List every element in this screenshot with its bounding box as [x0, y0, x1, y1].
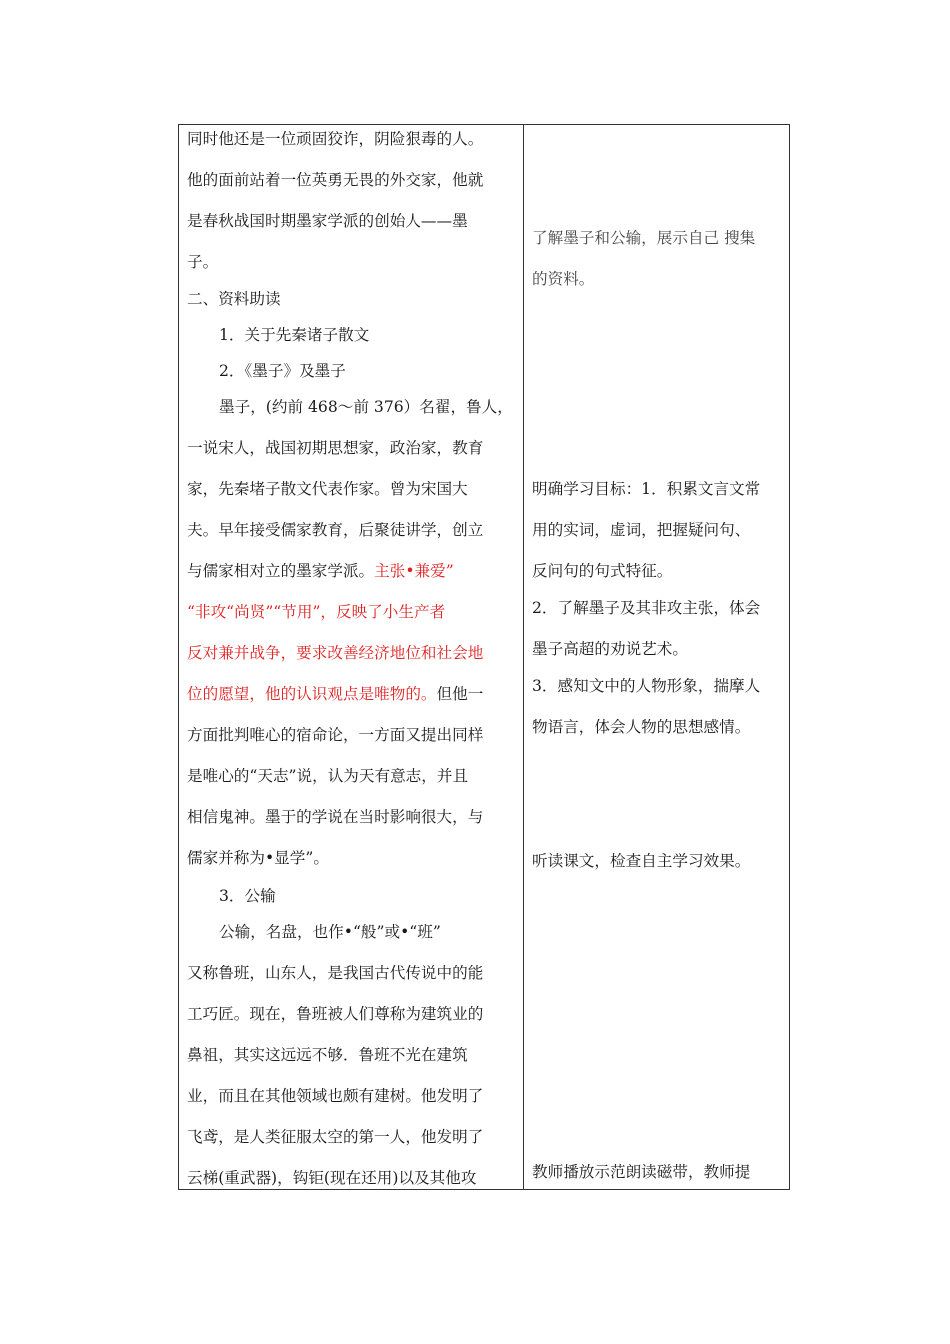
text-line: 鼻祖，其实这远远不够．鲁班不光在建筑	[187, 1046, 468, 1064]
text-line: 又称鲁班，山东人，是我国古代传说中的能	[187, 964, 484, 982]
text-line	[187, 561, 454, 581]
text-line: 工巧匠。现在，鲁班被人们尊称为建筑业的	[187, 1005, 484, 1023]
subheading: 2．《墨子》及墨子	[219, 362, 346, 380]
text-line: 云梯(重武器)，钩钜(现在还用)以及其他攻	[187, 1169, 477, 1187]
activity-column	[524, 125, 789, 1189]
subheading: 3．公输	[219, 887, 276, 905]
highlighted-text: 反对兼并战争，要求改善经济地位和社会地	[187, 644, 484, 662]
text-line: 方面批判唯心的宿命论，一方面又提出同样	[187, 726, 484, 744]
text-line: 同时他还是一位顽固狡诈，阴险狠毒的人。	[187, 130, 484, 148]
learning-goals: 明确学习目标：1．积累文言文常	[532, 480, 761, 498]
learning-goals: 反问句的句式特征。	[532, 562, 673, 580]
text-line: 业，而且在其他领域也颇有建树。他发明了	[187, 1087, 484, 1105]
text-line: 墨子，(约前 468～前 376）名翟，鲁人，	[219, 398, 513, 416]
learning-goals: 3．感知文中的人物形象，揣摩人	[532, 677, 761, 695]
learning-goals: 物语言，体会人物的思想感情。	[532, 718, 751, 736]
text-line: 子。	[187, 253, 219, 271]
activity-text: 了解墨子和公输，展示自己 搜集	[532, 229, 756, 247]
activity-text: 教师播放示范朗读磁带，教师提	[532, 1163, 751, 1181]
text-line: 公输，名盘，也作•“般”或•“班”	[219, 923, 441, 941]
section-heading: 二、资料助读	[187, 290, 281, 308]
highlighted-text: “非攻“尚贤”“节用”，反映了小生产者	[187, 603, 446, 621]
learning-goals: 用的实词，虚词，把握疑问句、	[532, 521, 751, 539]
text-line: 他的面前站着一位英勇无畏的外交家，他就	[187, 171, 484, 189]
learning-goals: 2．了解墨子及其非攻主张，体会	[532, 599, 761, 617]
text-line: 家，先秦堵子散文代表作家。曾为宋国大	[187, 480, 468, 498]
text-line: 是唯心的“天志”说，认为天有意志，并且	[187, 767, 469, 785]
text-line: 是春秋战国时期墨家学派的创始人——墨	[187, 212, 468, 230]
text-line: 一说宋人，战国初期思想家，政治家，教育	[187, 439, 484, 457]
highlighted-text: 主张•兼爱”	[374, 562, 454, 580]
text-segment: 与儒家相对立的墨家学派。	[187, 562, 375, 580]
activity-text: 听读课文，检查自主学习效果。	[532, 852, 751, 870]
text-line	[187, 684, 483, 704]
text-line: 飞鸢，是人类征服太空的第一人，他发明了	[187, 1128, 484, 1146]
content-column	[179, 125, 523, 1189]
text-segment: 但他一	[436, 685, 484, 703]
text-line: 夫。早年接受儒家教育，后聚徒讲学，创立	[187, 521, 484, 539]
activity-text: 的资料。	[532, 270, 595, 288]
highlighted-text: 位的愿望，他的认识观点是唯物的。	[187, 685, 437, 703]
text-line: 相信鬼神。墨于的学说在当时影响很大，与	[187, 808, 484, 826]
subheading: 1．关于先秦诸子散文	[219, 326, 370, 344]
text-line: 儒家并称为•显学”。	[187, 849, 329, 867]
lesson-plan-table	[178, 124, 790, 1190]
learning-goals: 墨子高超的劝说艺术。	[532, 640, 688, 658]
